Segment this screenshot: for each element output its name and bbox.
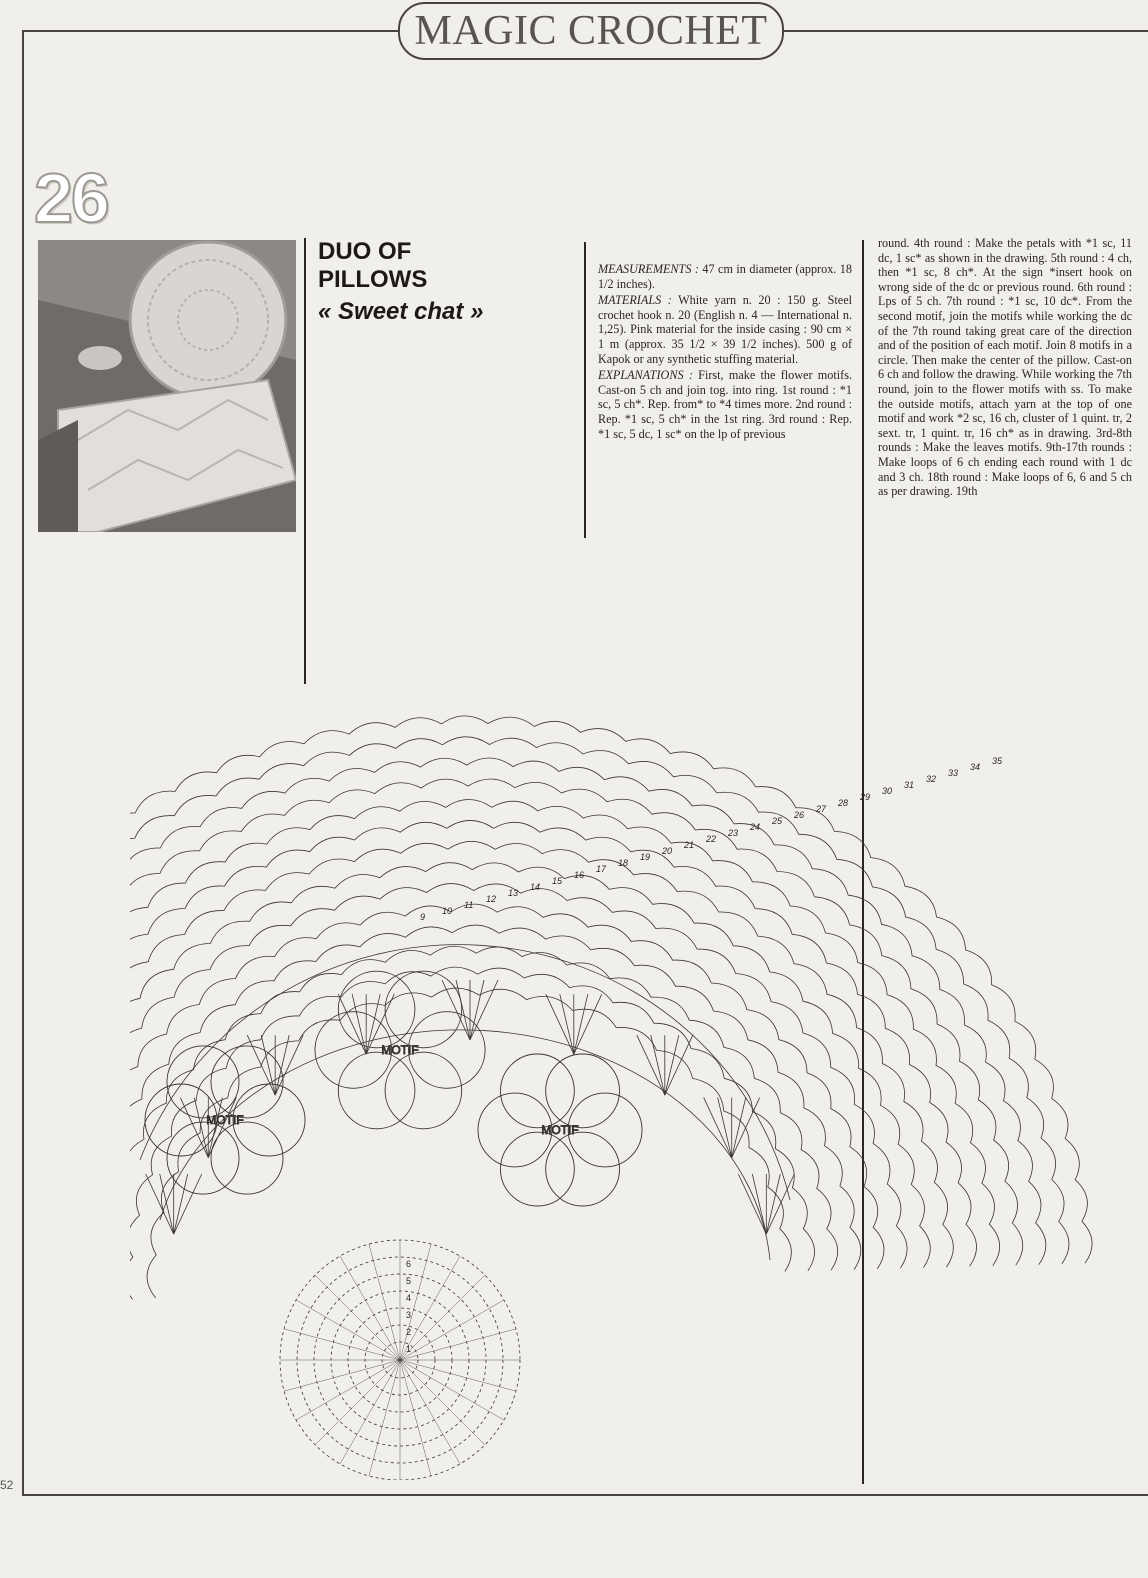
measurements-paragraph — [598, 262, 852, 291]
motif-petal — [385, 1052, 462, 1129]
article-title-block — [318, 238, 578, 326]
center-round-label: 3 — [406, 1310, 412, 1320]
round-number-label: 10 — [442, 906, 453, 916]
round-number-label: 34 — [970, 762, 981, 772]
leaf-cluster — [637, 1035, 693, 1095]
loop-round — [130, 800, 1000, 1310]
loop-round — [147, 988, 791, 1298]
instructions-column-2 — [878, 236, 1132, 501]
center-round-label: 4 — [406, 1293, 412, 1303]
leaf-cluster — [546, 994, 602, 1054]
motif-petal — [568, 1093, 642, 1167]
outer-loops — [130, 716, 1092, 1315]
page-number: 52 — [0, 1478, 14, 1492]
explanations-label: EXPLANATIONS : — [598, 368, 693, 383]
loop-round — [130, 820, 977, 1308]
materials-label: MATERIALS : — [598, 293, 672, 308]
motif-petal — [211, 1122, 283, 1194]
flower-motif — [478, 1054, 642, 1206]
center-spoke — [340, 1256, 400, 1360]
center-round-label: 1 — [406, 1344, 412, 1354]
loop-round — [130, 758, 1046, 1312]
center-round-label: 5 — [406, 1276, 412, 1286]
round-number-label: 19 — [640, 852, 651, 862]
materials-body: White yarn n. 20 : 150 g. Steel crochet hook n. 20 (English n. 4 — International n. 1,25). Pink material for the inside casing : 90 cm × 1 m (approx. 35 1/2 × 39 1/2 inches). 500 g of Kapok or any synthetic stuffing material. — [598, 293, 853, 366]
round-number-label: 23 — [728, 828, 739, 838]
motif-petal — [546, 1132, 620, 1206]
round-number-label: 29 — [860, 792, 871, 802]
round-number-label: 14 — [530, 882, 541, 892]
page-frame-left — [22, 30, 24, 1496]
loop-round — [130, 737, 1069, 1314]
center-spoke — [369, 1360, 400, 1476]
center-spoke — [340, 1360, 400, 1464]
crochet-diagram — [130, 560, 1120, 1480]
motif-label: MOTIF — [541, 1123, 579, 1137]
instructions-column-1 — [598, 262, 852, 443]
page-frame-bottom — [22, 1494, 1148, 1496]
column-rule-2 — [584, 242, 586, 538]
center-spoke — [400, 1360, 431, 1476]
measurements-label: MEASUREMENTS : — [598, 262, 699, 276]
round-number-label: 17 — [596, 864, 607, 874]
flower-motifs — [145, 971, 642, 1206]
motif-petal — [233, 1084, 305, 1156]
loop-round — [130, 863, 930, 1306]
motif-label: MOTIF — [206, 1113, 244, 1127]
center-spoke — [400, 1275, 485, 1360]
center-medallion — [280, 1240, 520, 1480]
leaves-inner-edge — [160, 1030, 770, 1260]
round-number-label: 21 — [684, 840, 695, 850]
center-spoke — [400, 1329, 516, 1360]
round-number-label: 24 — [750, 822, 761, 832]
center-spoke — [400, 1360, 460, 1464]
round-number-label: 32 — [926, 774, 937, 784]
center-spoke — [284, 1329, 400, 1360]
article-subtitle: « Sweet chat » — [318, 298, 484, 325]
round-number-label: 12 — [486, 894, 497, 904]
center-spoke — [400, 1360, 516, 1391]
center-spoke — [400, 1244, 431, 1360]
center-spoke — [296, 1360, 400, 1420]
measurements-body: 47 cm in diameter (approx. 18 1/2 inches). — [598, 262, 852, 291]
round-number-label: 25 — [772, 816, 783, 826]
explanations-paragraph — [598, 368, 852, 441]
motif-label: MOTIF — [381, 1043, 419, 1057]
instructions-continued: round. 4th round : Make the petals with *1 sc, 11 dc, 1 sc* as shown in the drawing. 5th round : 4 ch, then *1 sc, 8 ch*. At the sign *insert hook on wrong side of the dc or previous round. 6th round : Lps of 5 ch. 7th round : *1 sc, 10 dc*. From the second motif, join the motifs while working the dc of the 7th round taking great care of the direction and of the position of each motif. Join 8 motifs in a circle. Then make the center of the pillow. Cast-on 6 ch and follow the drawing. While working the 7th round, join to the flower motifs with ss. To make the outside motifs, attach yarn at the top of one motif and work *2 sc, 16 ch, cluster of 1 quint. tr, 2 sext. tr, 1 quint. tr, 16 ch* as in drawing. 3rd-8th rounds : Make the leaves motifs. 9th-17th rounds : Make loops of 6 ch ending each round with 1 dc and 3 ch. 18th round : Make loops of 6, 6 and 5 ch as per drawing. 19th — [878, 236, 1132, 499]
motif-petal — [338, 1052, 415, 1129]
article-title: DUO OF PILLOWS — [318, 238, 428, 293]
center-spoke — [369, 1244, 400, 1360]
round-number-label: 16 — [574, 870, 585, 880]
loop-round — [130, 841, 953, 1307]
motif-petal — [385, 971, 462, 1048]
round-number-label: 15 — [552, 876, 563, 886]
center-round-label: 2 — [406, 1327, 412, 1337]
motif-petal — [501, 1132, 575, 1206]
round-number-label: 27 — [816, 804, 827, 814]
center-spoke — [400, 1360, 485, 1445]
center-spoke — [315, 1360, 400, 1445]
round-number-label: 26 — [794, 810, 805, 820]
issue-number: 26 — [34, 159, 108, 237]
round-number-label: 31 — [904, 780, 915, 790]
center-spoke — [296, 1300, 400, 1360]
masthead: MAGIC CROCHET — [398, 2, 784, 60]
center-spoke — [400, 1300, 504, 1360]
center-round-label: 6 — [406, 1259, 412, 1269]
pillow-photo — [38, 240, 296, 532]
motif-petal — [315, 1012, 392, 1089]
motif-petal — [167, 1122, 239, 1194]
round-number-label: 13 — [508, 888, 519, 898]
loop-round — [130, 904, 884, 1303]
round-number-label: 33 — [948, 768, 959, 778]
round-labels — [406, 756, 1003, 1354]
round-number-label: 30 — [882, 786, 893, 796]
round-number-label: 20 — [662, 846, 673, 856]
loop-round — [130, 884, 907, 1305]
loop-round — [130, 716, 1092, 1315]
round-number-label: 28 — [838, 798, 849, 808]
motif-petal — [501, 1054, 575, 1128]
center-spoke — [315, 1275, 400, 1360]
center-spoke — [284, 1360, 400, 1391]
motif-petal — [409, 1012, 486, 1089]
round-number-label: 22 — [706, 834, 717, 844]
explanations-body: First, make the flower motifs. Cast-on 5 ch and join tog. into ring. 1st round : *1 sc, 5 ch*. Rep. from* to *4 times more. 2nd round : Rep. *1 sc, 5 ch* in the 1st ring. 3rd round : Rep. *1 sc, 5 dc, 1 sc* on the lp of previous — [598, 368, 852, 441]
round-number-label: 35 — [992, 756, 1003, 766]
motif-petal — [546, 1054, 620, 1128]
materials-paragraph — [598, 293, 852, 366]
center-spoke — [400, 1360, 504, 1420]
round-number-label: 9 — [420, 912, 426, 922]
round-number-label: 18 — [618, 858, 629, 868]
round-number-label: 11 — [464, 900, 474, 910]
